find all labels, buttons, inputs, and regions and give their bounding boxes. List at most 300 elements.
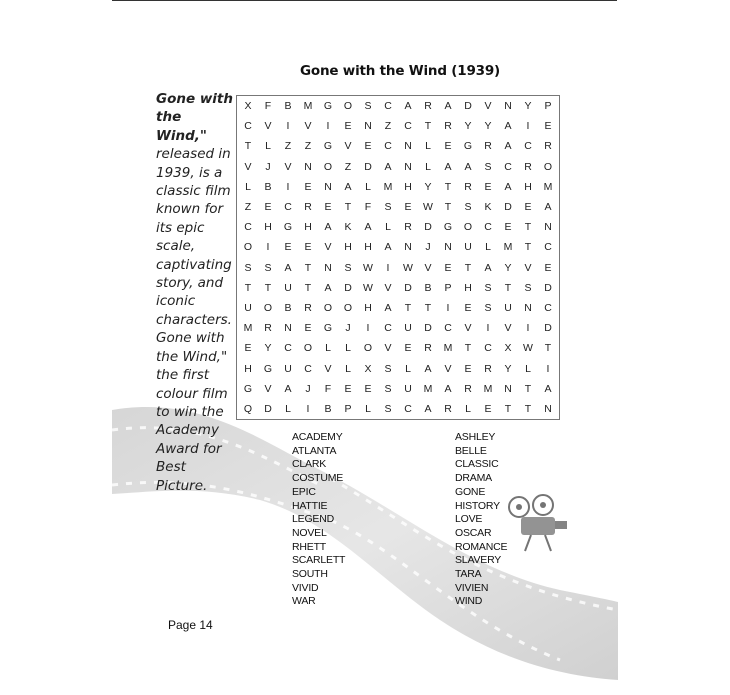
grid-cell: H xyxy=(344,241,352,254)
grid-cell: S xyxy=(384,362,392,375)
grid-cell: A xyxy=(424,362,432,375)
grid-cell: E xyxy=(464,301,472,314)
grid-cell: H xyxy=(464,281,472,294)
grid-cell: T xyxy=(544,342,552,355)
grid-cell: A xyxy=(444,160,452,173)
grid-cell: O xyxy=(323,160,333,173)
word-list-item: ATLANTA xyxy=(292,444,337,457)
intro-line: scale, xyxy=(156,238,196,255)
grid-cell: K xyxy=(484,201,492,214)
grid-cell: L xyxy=(465,402,471,415)
grid-cell: F xyxy=(264,100,272,113)
grid-cell: R xyxy=(484,362,492,375)
grid-cell: K xyxy=(344,221,352,234)
grid-cell: I xyxy=(366,322,370,335)
grid-cell: B xyxy=(284,100,292,113)
grid-cell: P xyxy=(344,402,352,415)
grid-cell: A xyxy=(544,201,552,214)
grid-cell: L xyxy=(425,160,431,173)
grid-cell: F xyxy=(364,201,372,214)
grid-cell: M xyxy=(443,342,453,355)
word-list-item: RHETT xyxy=(292,540,326,553)
grid-cell: R xyxy=(424,100,432,113)
grid-cell: S xyxy=(464,201,472,214)
grid-cell: L xyxy=(485,241,491,254)
intro-line: the Wind," xyxy=(156,348,228,365)
word-list-item: LOVE xyxy=(455,513,483,526)
grid-cell: I xyxy=(486,322,490,335)
intro-line: Award for xyxy=(156,440,222,457)
grid-cell: D xyxy=(504,201,512,214)
grid-cell: T xyxy=(524,241,532,254)
word-list-item: WAR xyxy=(292,595,316,608)
grid-cell: A xyxy=(324,221,332,234)
grid-cell: R xyxy=(304,301,312,314)
grid-cell: L xyxy=(325,342,331,355)
grid-cell: E xyxy=(304,180,312,193)
grid-cell: O xyxy=(343,301,353,314)
grid-cell: W xyxy=(363,261,373,274)
grid-cell: A xyxy=(444,100,452,113)
grid-cell: T xyxy=(264,281,272,294)
grid-cell: L xyxy=(365,402,371,415)
grid-cell: C xyxy=(384,100,392,113)
word-list-item: WIND xyxy=(455,595,483,608)
grid-cell: H xyxy=(524,180,532,193)
grid-cell: N xyxy=(324,180,332,193)
grid-cell: L xyxy=(345,342,351,355)
grid-cell: X xyxy=(244,100,252,113)
grid-cell: T xyxy=(424,301,432,314)
grid-cell: S xyxy=(484,160,492,173)
grid-cell: R xyxy=(544,140,552,153)
word-list-item: TARA xyxy=(455,568,482,581)
grid-cell: Y xyxy=(464,120,472,133)
grid-cell: B xyxy=(264,180,272,193)
grid-cell: W xyxy=(363,281,373,294)
grid-cell: C xyxy=(544,301,552,314)
grid-cell: E xyxy=(244,342,252,355)
grid-cell: E xyxy=(544,120,552,133)
intro-line: Gone with xyxy=(156,330,225,347)
intro-line: its epic xyxy=(156,219,205,236)
grid-cell: F xyxy=(324,382,332,395)
grid-cell: N xyxy=(304,160,312,173)
word-list-item: COSTUME xyxy=(292,472,344,485)
grid-cell: D xyxy=(344,281,352,294)
grid-cell: L xyxy=(425,140,431,153)
grid-cell: P xyxy=(544,100,552,113)
grid-cell: D xyxy=(544,281,552,294)
grid-cell: N xyxy=(524,301,532,314)
grid-cell: P xyxy=(444,281,452,294)
grid-cell: R xyxy=(444,120,452,133)
grid-cell: E xyxy=(284,241,292,254)
grid-cell: S xyxy=(384,382,392,395)
grid-cell: O xyxy=(363,342,373,355)
grid-cell: C xyxy=(244,120,252,133)
grid-cell: U xyxy=(284,281,292,294)
grid-cell: G xyxy=(323,140,333,153)
grid-cell: W xyxy=(523,342,533,355)
grid-cell: Z xyxy=(284,140,292,153)
grid-cell: T xyxy=(524,221,532,234)
grid-cell: V xyxy=(264,382,272,395)
grid-cell: I xyxy=(286,180,290,193)
grid-cell: T xyxy=(244,281,252,294)
grid-cell: X xyxy=(504,342,512,355)
grid-cell: T xyxy=(524,382,532,395)
intro-line: classic film xyxy=(156,183,231,200)
grid-cell: A xyxy=(384,160,392,173)
grid-cell: D xyxy=(264,402,272,415)
grid-cell: Z xyxy=(344,160,352,173)
grid-cell: S xyxy=(384,402,392,415)
grid-cell: V xyxy=(384,281,392,294)
grid-cell: O xyxy=(263,301,273,314)
grid-cell: S xyxy=(344,261,352,274)
grid-cell: M xyxy=(383,180,393,193)
grid-cell: J xyxy=(425,241,431,254)
grid-cell: C xyxy=(404,402,412,415)
grid-cell: T xyxy=(444,180,452,193)
grid-cell: O xyxy=(343,100,353,113)
grid-cell: A xyxy=(344,180,352,193)
grid-cell: S xyxy=(484,281,492,294)
grid-cell: E xyxy=(304,241,312,254)
grid-cell: N xyxy=(544,221,552,234)
word-search-grid xyxy=(236,95,560,420)
grid-cell: C xyxy=(404,120,412,133)
grid-cell: I xyxy=(546,362,550,375)
grid-cell: N xyxy=(504,100,512,113)
grid-cell: G xyxy=(263,362,273,375)
grid-cell: A xyxy=(324,281,332,294)
grid-cell: O xyxy=(323,301,333,314)
grid-cell: E xyxy=(344,120,352,133)
grid-cell: V xyxy=(244,160,252,173)
grid-cell: Y xyxy=(484,120,492,133)
grid-cell: G xyxy=(323,100,333,113)
intro-line: Best xyxy=(156,459,186,476)
grid-cell: V xyxy=(464,322,472,335)
grid-cell: S xyxy=(364,100,372,113)
grid-cell: D xyxy=(464,100,472,113)
grid-cell: U xyxy=(464,241,472,254)
grid-cell: C xyxy=(244,221,252,234)
grid-cell: V xyxy=(324,362,332,375)
word-list-item: BELLE xyxy=(455,444,487,457)
grid-cell: M xyxy=(423,382,433,395)
grid-cell: C xyxy=(384,140,392,153)
grid-cell: I xyxy=(306,402,310,415)
grid-cell: C xyxy=(384,322,392,335)
grid-cell: D xyxy=(424,322,432,335)
grid-cell: E xyxy=(344,382,352,395)
intro-line: 1939, is a xyxy=(156,164,223,181)
grid-cell: T xyxy=(504,281,512,294)
grid-cell: D xyxy=(544,322,552,335)
grid-cell: U xyxy=(404,322,412,335)
intro-line: the Wind," xyxy=(156,109,207,144)
grid-cell: C xyxy=(484,342,492,355)
grid-cell: T xyxy=(524,402,532,415)
grid-cell: E xyxy=(504,221,512,234)
word-list-item: HISTORY xyxy=(455,499,500,512)
grid-cell: S xyxy=(264,261,272,274)
grid-cell: I xyxy=(386,261,390,274)
grid-cell: L xyxy=(525,362,531,375)
grid-cell: U xyxy=(404,382,412,395)
intro-line: story, and xyxy=(156,275,224,292)
grid-cell: V xyxy=(284,160,292,173)
grid-cell: E xyxy=(404,201,412,214)
grid-cell: Z xyxy=(244,201,252,214)
grid-cell: W xyxy=(403,261,413,274)
word-list-item: GONE xyxy=(455,485,486,498)
grid-cell: L xyxy=(265,140,271,153)
grid-cell: A xyxy=(504,140,512,153)
grid-cell: M xyxy=(243,322,253,335)
grid-cell: B xyxy=(324,402,332,415)
grid-cell: S xyxy=(244,261,252,274)
grid-cell: I xyxy=(526,322,530,335)
grid-cell: I xyxy=(266,241,270,254)
grid-cell: V xyxy=(484,100,492,113)
grid-cell: N xyxy=(404,140,412,153)
word-list-item: HATTIE xyxy=(292,499,328,512)
grid-cell: S xyxy=(524,281,532,294)
word-list-right xyxy=(455,431,507,609)
grid-cell: I xyxy=(526,120,530,133)
intro-line: to win the xyxy=(156,403,224,420)
grid-cell: C xyxy=(544,241,552,254)
grid-cell: T xyxy=(444,201,452,214)
grid-cell: I xyxy=(286,120,290,133)
grid-cell: R xyxy=(464,180,472,193)
grid-cell: E xyxy=(364,382,372,395)
grid-cell: L xyxy=(285,402,291,415)
word-list-item: VIVIEN xyxy=(455,581,489,594)
grid-cell: A xyxy=(284,382,292,395)
grid-cell: R xyxy=(424,342,432,355)
grid-cell: E xyxy=(404,342,412,355)
grid-cell: G xyxy=(283,221,293,234)
intro-line: iconic xyxy=(156,293,196,310)
grid-cell: N xyxy=(284,322,292,335)
intro-line: captivating xyxy=(156,256,232,273)
grid-cell: A xyxy=(284,261,292,274)
grid-cell: C xyxy=(504,160,512,173)
word-list-item: SOUTH xyxy=(292,568,328,581)
puzzle-title: Gone with the Wind (1939) xyxy=(299,63,500,79)
grid-cell: G xyxy=(243,382,253,395)
intro-line: released in xyxy=(156,146,231,163)
grid-cell: O xyxy=(243,241,253,254)
grid-cell: E xyxy=(444,140,452,153)
grid-cell: B xyxy=(284,301,292,314)
grid-cell: Y xyxy=(424,180,432,193)
grid-cell: L xyxy=(345,362,351,375)
intro-line: colour film xyxy=(156,385,228,402)
intro-line: known for xyxy=(156,201,224,218)
grid-cell: S xyxy=(384,201,392,214)
grid-cell: H xyxy=(304,221,312,234)
grid-cell: H xyxy=(404,180,412,193)
intro-line: the first xyxy=(156,367,210,384)
grid-cell: R xyxy=(484,140,492,153)
word-list-item: NOVEL xyxy=(292,526,327,539)
grid-cell: I xyxy=(446,301,450,314)
grid-cell: R xyxy=(264,322,272,335)
grid-cell: N xyxy=(544,402,552,415)
grid-cell: A xyxy=(404,100,412,113)
grid-cell: G xyxy=(463,140,473,153)
grid-cell: A xyxy=(384,241,392,254)
grid-cell: A xyxy=(384,301,392,314)
grid-cell: Y xyxy=(504,362,512,375)
grid-cell: R xyxy=(524,160,532,173)
grid-cell: E xyxy=(264,201,272,214)
grid-cell: X xyxy=(364,362,372,375)
grid-cell: T xyxy=(464,261,472,274)
grid-cell: U xyxy=(284,362,292,375)
grid-cell: J xyxy=(345,322,351,335)
word-list-item: LEGEND xyxy=(292,513,334,526)
word-list-item: ACADEMY xyxy=(292,431,343,443)
word-list-item: CLASSIC xyxy=(455,458,499,471)
grid-cell: T xyxy=(424,120,432,133)
grid-cell: J xyxy=(305,382,311,395)
grid-cell: C xyxy=(304,362,312,375)
grid-cell: O xyxy=(463,221,473,234)
grid-cell: T xyxy=(504,402,512,415)
grid-cell: L xyxy=(365,180,371,193)
grid-cell: O xyxy=(303,342,313,355)
grid-cell: Q xyxy=(243,402,253,415)
grid-cell: M xyxy=(303,100,313,113)
grid-cell: H xyxy=(264,221,272,234)
grid-cell: H xyxy=(244,362,252,375)
grid-cell: V xyxy=(424,261,432,274)
grid-cell: Z xyxy=(384,120,392,133)
grid-cell: T xyxy=(464,342,472,355)
intro-paragraph xyxy=(156,90,234,495)
word-list-left xyxy=(292,431,345,609)
word-list-item: VIVID xyxy=(292,581,319,594)
grid-cell: E xyxy=(524,201,532,214)
grid-cell: L xyxy=(405,362,411,375)
grid-cell: E xyxy=(484,180,492,193)
grid-cell: E xyxy=(364,140,372,153)
grid-cell: D xyxy=(404,281,412,294)
grid-cell: V xyxy=(344,140,352,153)
word-list-item: EPIC xyxy=(292,485,316,498)
grid-cell: V xyxy=(444,362,452,375)
grid-cell: V xyxy=(384,342,392,355)
film-projector-icon xyxy=(509,495,567,551)
grid-cell: V xyxy=(304,120,312,133)
word-list-item: SLAVERY xyxy=(455,554,502,567)
grid-cell: Y xyxy=(504,261,512,274)
grid-cell: V xyxy=(524,261,532,274)
grid-cell: R xyxy=(444,402,452,415)
grid-cell: D xyxy=(424,221,432,234)
grid-cell: A xyxy=(484,261,492,274)
grid-cell: T xyxy=(304,261,312,274)
grid-cell: E xyxy=(484,402,492,415)
word-list-item: OSCAR xyxy=(455,526,492,539)
grid-cell: R xyxy=(404,221,412,234)
grid-cell: M xyxy=(543,180,553,193)
grid-cell: N xyxy=(504,382,512,395)
word-list-item: CLARK xyxy=(292,458,327,471)
grid-cell: M xyxy=(503,241,513,254)
grid-cell: T xyxy=(244,140,252,153)
grid-cell: V xyxy=(504,322,512,335)
grid-cell: T xyxy=(304,281,312,294)
grid-cell: A xyxy=(424,402,432,415)
grid-cell: R xyxy=(464,382,472,395)
grid-cell: C xyxy=(444,322,452,335)
word-list-item: ASHLEY xyxy=(455,431,496,443)
grid-cell: E xyxy=(444,261,452,274)
grid-cell: U xyxy=(244,301,252,314)
grid-cell: H xyxy=(364,241,372,254)
grid-cell: L xyxy=(245,180,251,193)
grid-cell: I xyxy=(326,120,330,133)
grid-cell: A xyxy=(544,382,552,395)
grid-cell: C xyxy=(284,201,292,214)
intro-line: Academy xyxy=(156,422,219,439)
grid-cell: N xyxy=(404,241,412,254)
grid-cell: R xyxy=(304,201,312,214)
grid-cell: A xyxy=(444,382,452,395)
grid-cell: N xyxy=(324,261,332,274)
grid-cell: H xyxy=(364,301,372,314)
grid-cell: N xyxy=(404,160,412,173)
grid-cell: M xyxy=(483,382,493,395)
grid-cell: G xyxy=(443,221,453,234)
grid-cell: J xyxy=(265,160,271,173)
grid-cell: B xyxy=(424,281,432,294)
word-list-item: DRAMA xyxy=(455,472,492,485)
grid-cell: V xyxy=(264,120,272,133)
grid-cell: W xyxy=(423,201,433,214)
grid-cell: O xyxy=(543,160,553,173)
grid-cell: Y xyxy=(524,100,532,113)
grid-cell: E xyxy=(304,322,312,335)
grid-cell: C xyxy=(284,342,292,355)
grid-cell: T xyxy=(344,201,352,214)
intro-line: Gone with xyxy=(156,91,233,107)
page-number: Page 14 xyxy=(168,618,213,632)
grid-cell: C xyxy=(524,140,532,153)
grid-cell: A xyxy=(504,180,512,193)
grid-cell: E xyxy=(324,201,332,214)
grid-cell: D xyxy=(364,160,372,173)
grid-cell: Z xyxy=(304,140,312,153)
grid-cell: V xyxy=(324,241,332,254)
grid-cell: N xyxy=(444,241,452,254)
grid-cell: E xyxy=(464,362,472,375)
grid-cell: S xyxy=(484,301,492,314)
grid-cell: L xyxy=(385,221,391,234)
word-list-item: SCARLETT xyxy=(292,554,346,567)
intro-line: characters. xyxy=(156,311,232,328)
grid-cell: A xyxy=(504,120,512,133)
grid-cell: G xyxy=(323,322,333,335)
